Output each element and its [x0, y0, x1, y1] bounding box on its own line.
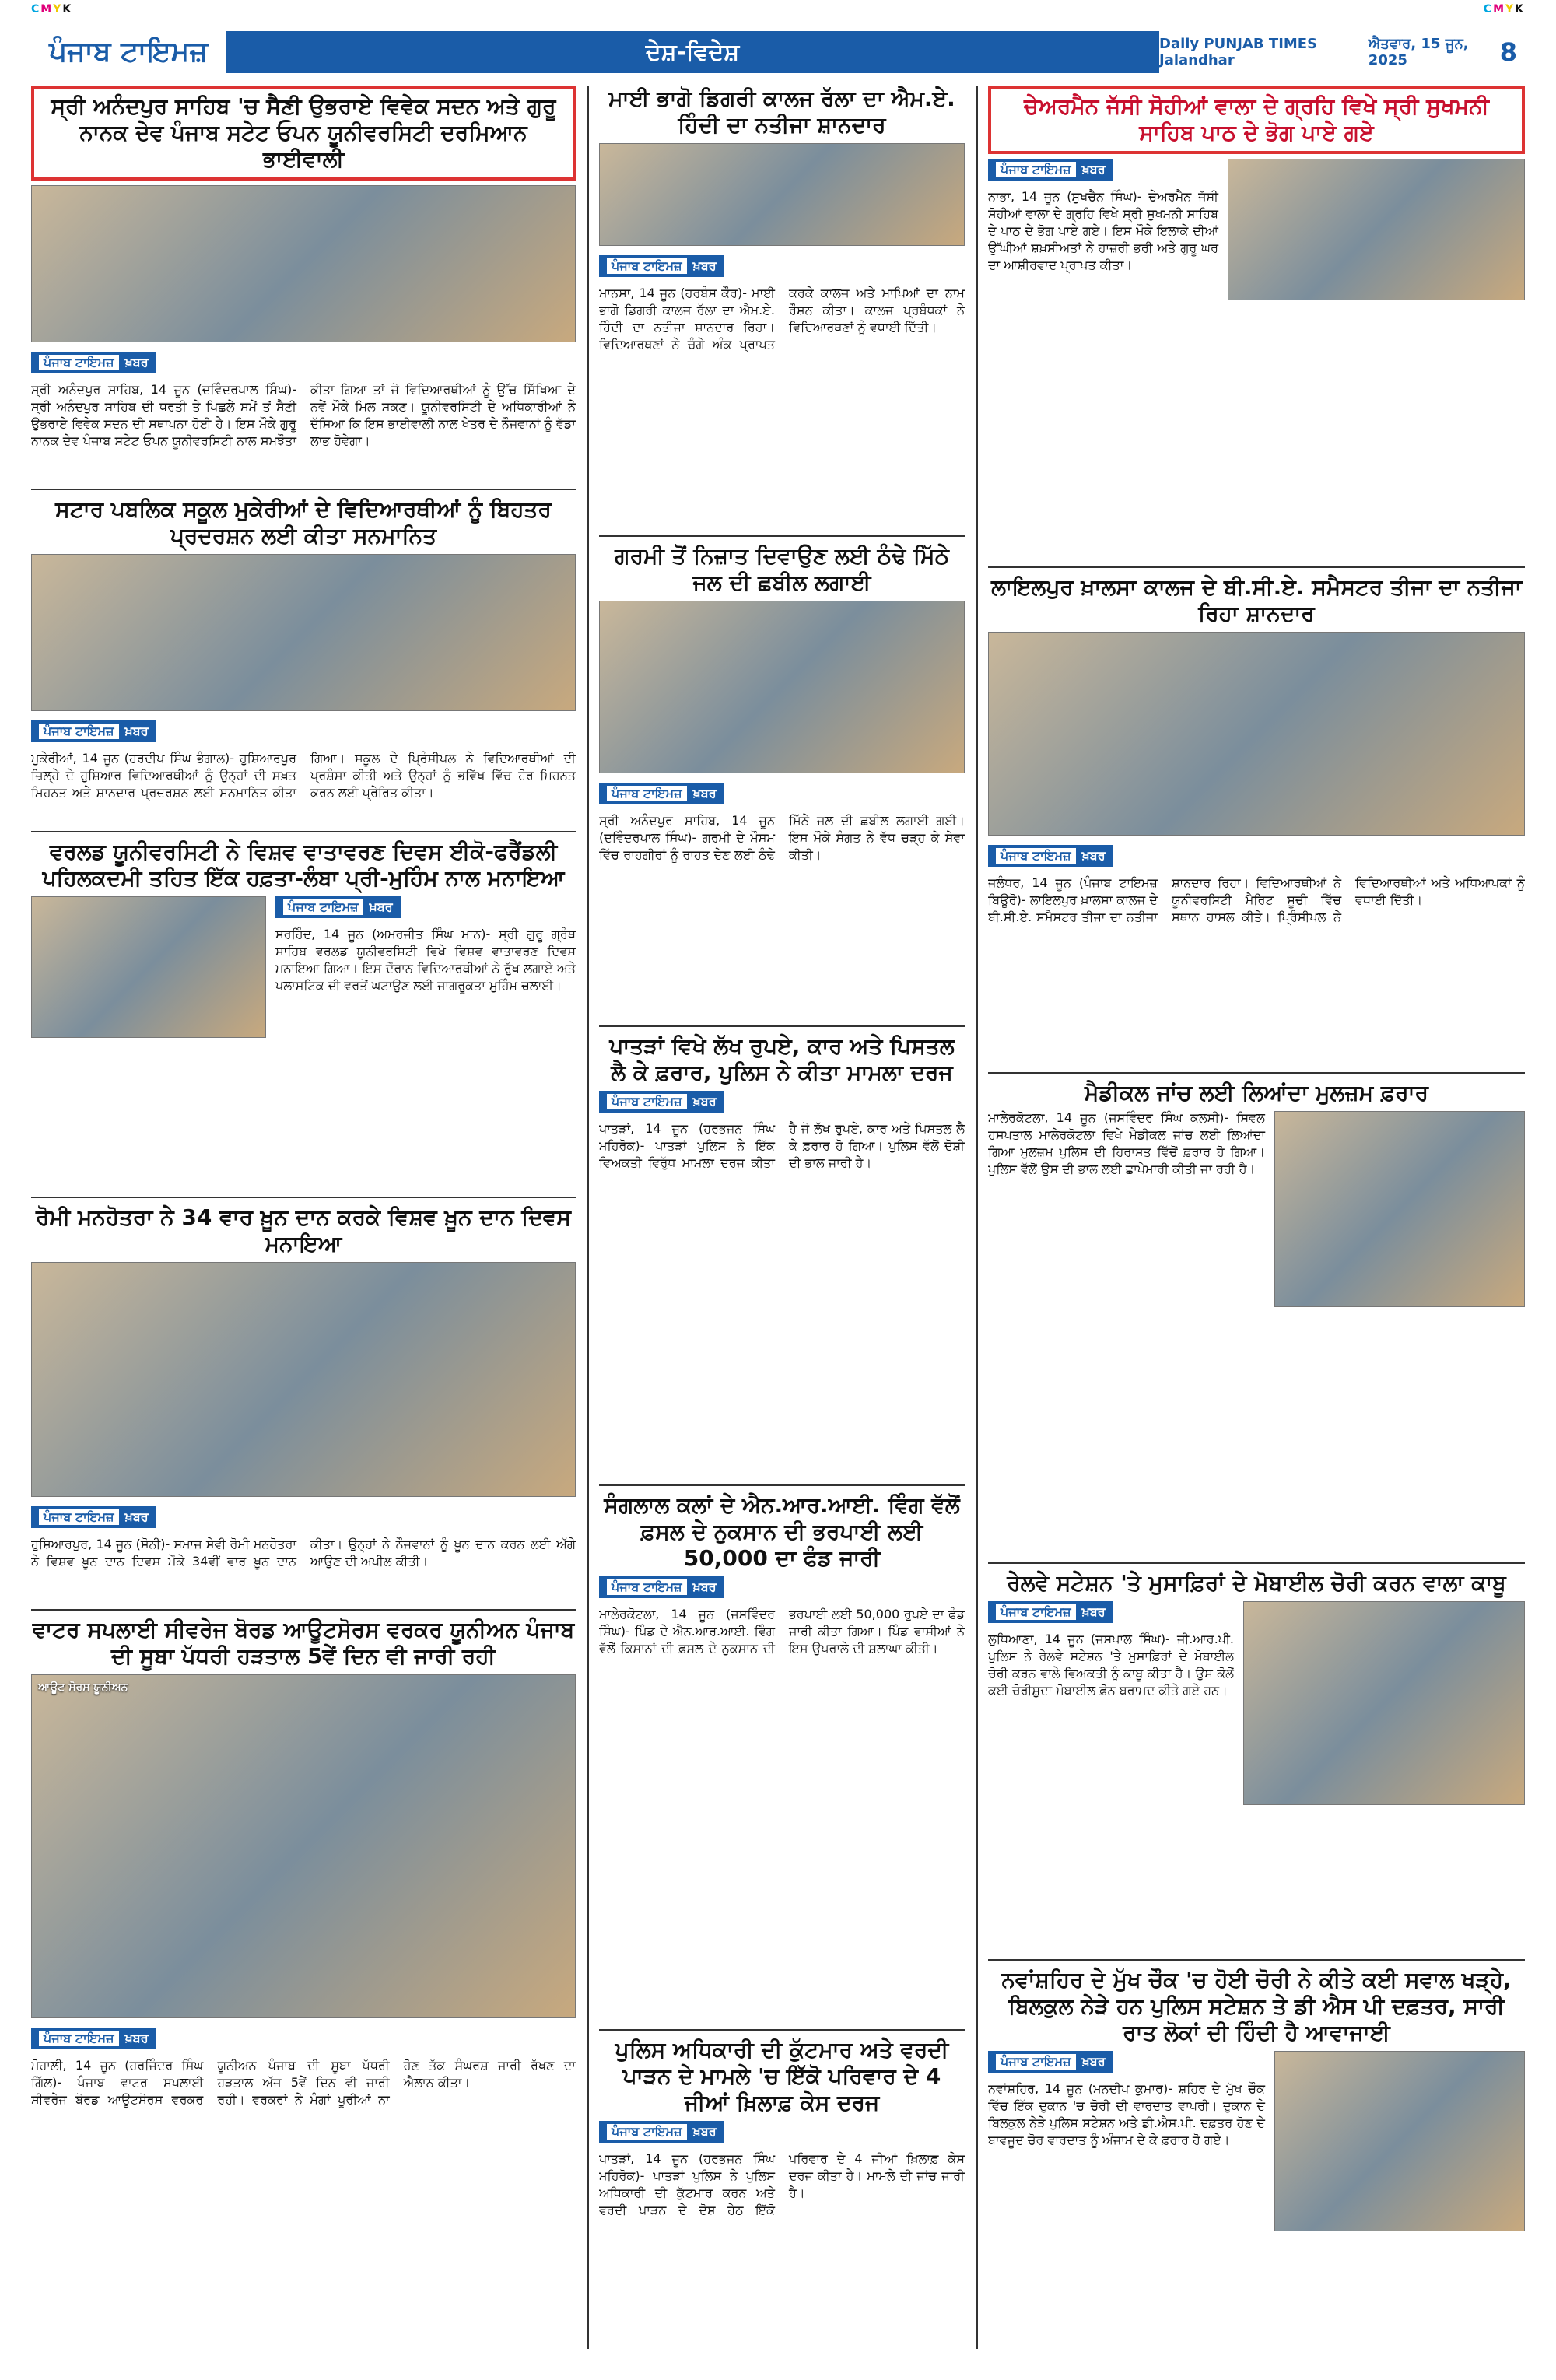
- story-s3: [31, 825, 576, 1183]
- byline-tag: ਪੰਜਾਬ ਟਾਇਮਜ਼: [607, 1094, 687, 1109]
- story-photo: [1274, 2051, 1525, 2231]
- byline-word: ਖ਼ਬਰ: [1081, 1604, 1106, 1619]
- byline-tag: ਪੰਜਾਬ ਟਾਇਮਜ਼: [996, 162, 1076, 177]
- column-divider: [587, 86, 589, 2349]
- byline-tag: ਪੰਜਾਬ ਟਾਇਮਜ਼: [607, 258, 687, 274]
- headline: ਸਟਾਰ ਪਬਲਿਕ ਸਕੂਲ ਮੁਕੇਰੀਆਂ ਦੇ ਵਿਦਿਆਰਥੀਆਂ ਨੂੰ ਬਿਹਤਰ ਪ੍ਰਦਰਸ਼ਨ ਲਈ ਕੀਤਾ ਸਨਮਾਨਿਤ: [55, 496, 552, 549]
- byline-word: ਖ਼ਬਰ: [369, 899, 393, 914]
- headline: ਪੁਲਿਸ ਅਧਿਕਾਰੀ ਦੀ ਕੁੱਟਮਾਰ ਅਤੇ ਵਰਦੀ ਪਾੜਨ ਦੇ ਮਾਮਲੇ 'ਚ ਇੱਕੋ ਪਰਿਵਾਰ ਦੇ 4 ਜੀਆਂ ਖ਼ਿਲਾਫ਼ ਕੇਸ ਦਰਜ: [615, 2037, 949, 2115]
- byline-tag: ਪੰਜਾਬ ਟਾਇਮਜ਼: [607, 1579, 687, 1595]
- issue-date: ਐਤਵਾਰ, 15 ਜੂਨ, 2025: [1368, 36, 1469, 68]
- story-body: ਸ੍ਰੀ ਅਨੰਦਪੁਰ ਸਾਹਿਬ, 14 ਜੂਨ (ਦਵਿੰਦਰਪਾਲ ਸਿੰਘ)- ਸ੍ਰੀ ਅਨੰਦਪੁਰ ਸਾਹਿਬ ਦੀ ਧਰਤੀ ਤੇ ਪਿਛਲੇ ਸਮੇਂ ਤੋਂ ਸੈਣੀ ਉਭਰਾਏ ਵਿਵੇਕ ਸਦਨ ਦੀ ਸਥਾਪਨਾ ਹੋਈ ਹੈ। ਇਸ ਮੌਕੇ ਗੁਰੂ ਨਾਨਕ ਦੇਵ ਪੰਜਾਬ ਸਟੇਟ ਓਪਨ ਯੂਨੀਵਰਸਿਟੀ ਨਾਲ ਸਮਝੌਤਾ ਕੀਤਾ ਗਿਆ ਤਾਂ ਜੋ ਵਿਦਿਆਰਥੀਆਂ ਨੂੰ ਉੱਚ ਸਿੱਖਿਆ ਦੇ ਨਵੇਂ ਮੌਕੇ ਮਿਲ ਸਕਣ। ਯੂਨੀਵਰਸਿਟੀ ਦੇ ਅਧਿਕਾਰੀਆਂ ਨੇ ਦੱਸਿਆ ਕਿ ਇਸ ਭਾਈਵਾਲੀ ਨਾਲ ਖੇਤਰ ਦੇ ਨੌਜਵਾਨਾਂ ਨੂੰ ਵੱਡਾ ਲਾਭ ਹੋਵੇਗਾ।: [31, 382, 576, 448]
- story-photo: [31, 1262, 576, 1497]
- byline-word: ਖ਼ਬਰ: [124, 2031, 149, 2045]
- byline: [599, 1091, 724, 1113]
- story-s14: [988, 1556, 1525, 1945]
- byline-tag: ਪੰਜਾਬ ਟਾਇਮਜ਼: [39, 2031, 119, 2046]
- story-photo: [1274, 1111, 1525, 1307]
- headline: ਚੇਅਰਮੈਨ ਜੱਸੀ ਸੋਹੀਆਂ ਵਾਲਾ ਦੇ ਗ੍ਰਹਿ ਵਿਖੇ ਸ੍ਰੀ ਸੁਖਮਨੀ ਸਾਹਿਬ ਪਾਠ ਦੇ ਭੋਗ ਪਾਏ ਗਏ: [988, 86, 1525, 154]
- headline: ਰੋਮੀ ਮਨਹੋਤਰਾ ਨੇ 34 ਵਾਰ ਖ਼ੂਨ ਦਾਨ ਕਰਕੇ ਵਿਸ਼ਵ ਖ਼ੂਨ ਦਾਨ ਦਿਵਸ ਮਨਾਇਆ: [36, 1204, 571, 1257]
- byline: [31, 352, 156, 373]
- headline: ਨਵਾਂਸ਼ਹਿਰ ਦੇ ਮੁੱਖ ਚੌਕ 'ਚ ਹੋਈ ਚੋਰੀ ਨੇ ਕੀਤੇ ਕਈ ਸਵਾਲ ਖੜ੍ਹੇ, ਬਿਲਕੁਲ ਨੇੜੇ ਹਨ ਪੁਲਿਸ ਸਟੇਸ਼ਨ ਤੇ ਡੀ ਐਸ ਪੀ ਦਫ਼ਤਰ, ਸਾਰੀ ਰਾਤ ਲੋਕਾਂ ਦੀ ਹਿੰਦੀ ਹੈ ਆਵਾਜਾਈ: [1001, 1967, 1512, 2045]
- story-body: ਨਵਾਂਸ਼ਹਿਰ, 14 ਜੂਨ (ਮਨਦੀਪ ਕੁਮਾਰ)- ਸ਼ਹਿਰ ਦੇ ਮੁੱਖ ਚੌਕ ਵਿੱਚ ਇੱਕ ਦੁਕਾਨ 'ਚ ਚੋਰੀ ਦੀ ਵਾਰਦਾਤ ਵਾਪਰੀ। ਦੁਕਾਨ ਦੇ ਬਿਲਕੁਲ ਨੇੜੇ ਪੁਲਿਸ ਸਟੇਸ਼ਨ ਅਤੇ ਡੀ.ਐਸ.ਪੀ. ਦਫ਼ਤਰ ਹੋਣ ਦੇ ਬਾਵਜੂਦ ਚੋਰ ਵਾਰਦਾਤ ਨੂੰ ਅੰਜਾਮ ਦੇ ਕੇ ਫ਼ਰਾਰ ਹੋ ਗਏ।: [988, 2081, 1265, 2147]
- story-photo: [31, 1674, 576, 2018]
- byline: [599, 255, 724, 277]
- headline: ਰੇਲਵੇ ਸਟੇਸ਼ਨ 'ਤੇ ਮੁਸਾਫ਼ਿਰਾਂ ਦੇ ਮੋਬਾਈਲ ਚੋਰੀ ਕਰਨ ਵਾਲਾ ਕਾਬੂ: [1007, 1570, 1506, 1596]
- byline-tag: ਪੰਜਾਬ ਟਾਇਮਜ਼: [607, 786, 687, 801]
- story-body: ਨਾਭਾ, 14 ਜੂਨ (ਸੁਖਚੈਨ ਸਿੰਘ)- ਚੇਅਰਮੈਨ ਜੱਸੀ ਸੋਹੀਆਂ ਵਾਲਾ ਦੇ ਗ੍ਰਹਿ ਵਿਖੇ ਸ੍ਰੀ ਸੁਖਮਨੀ ਸਾਹਿਬ ਦੇ ਪਾਠ ਦੇ ਭੋਗ ਪਾਏ ਗਏ। ਇਸ ਮੌਕੇ ਇਲਾਕੇ ਦੀਆਂ ਉੱਘੀਆਂ ਸ਼ਖ਼ਸੀਅਤਾਂ ਨੇ ਹਾਜ਼ਰੀ ਭਰੀ ਅਤੇ ਗੁਰੂ ਘਰ ਦਾ ਆਸ਼ੀਰਵਾਦ ਪ੍ਰਾਪਤ ਕੀਤਾ।: [988, 189, 1218, 272]
- page-number: 8: [1499, 37, 1517, 67]
- masthead: [31, 31, 1525, 73]
- story-body: ਮਾਲੇਰਕੋਟਲਾ, 14 ਜੂਨ (ਜਸਵਿੰਦਰ ਸਿੰਘ)- ਪਿੰਡ ਦੇ ਐਨ.ਆਰ.ਆਈ. ਵਿੰਗ ਵੱਲੋਂ ਕਿਸਾਨਾਂ ਦੀ ਫ਼ਸਲ ਦੇ ਨੁਕਸਾਨ ਦੀ ਭਰਪਾਈ ਲਈ 50,000 ਰੁਪਏ ਦਾ ਫੰਡ ਜਾਰੀ ਕੀਤਾ ਗਿਆ। ਪਿੰਡ ਵਾਸੀਆਂ ਨੇ ਇਸ ਉਪਰਾਲੇ ਦੀ ਸ਼ਲਾਘਾ ਕੀਤੀ।: [599, 1607, 965, 1656]
- byline: [599, 2121, 724, 2143]
- byline-tag: ਪੰਜਾਬ ਟਾਇਮਜ਼: [39, 355, 119, 370]
- byline: [599, 783, 724, 804]
- headline: ਵਰਲਡ ਯੂਨੀਵਰਸਿਟੀ ਨੇ ਵਿਸ਼ਵ ਵਾਤਾਵਰਣ ਦਿਵਸ ਈਕੋ-ਫਰੈਂਡਲੀ ਪਹਿਲਕਦਮੀ ਤਹਿਤ ਇੱਕ ਹਫ਼ਤਾ-ਲੰਬਾ ਪ੍ਰੀ-ਮੁਹਿੰਮ ਨਾਲ ਮਨਾਇਆ: [42, 839, 565, 891]
- story-s6: [599, 86, 965, 521]
- column-divider: [976, 86, 978, 2349]
- byline-tag: ਪੰਜਾਬ ਟਾਇਮਜ਼: [39, 724, 119, 739]
- headline: ਮਾਈ ਭਾਗੋ ਡਿਗਰੀ ਕਾਲਜ ਰੱਲਾ ਦਾ ਐਮ.ਏ. ਹਿੰਦੀ ਦਾ ਨਤੀਜਾ ਸ਼ਾਨਦਾਰ: [608, 86, 955, 138]
- byline-word: ਖ਼ਬਰ: [692, 1094, 717, 1109]
- headline: ਸੰਗਲਾਲ ਕਲਾਂ ਦੇ ਐਨ.ਆਰ.ਆਈ. ਵਿੰਗ ਵੱਲੋਂ ਫ਼ਸਲ ਦੇ ਨੁਕਸਾਨ ਦੀ ਭਰਪਾਈ ਲਈ 50,000 ਦਾ ਫੰਡ ਜਾਰੀ: [604, 1492, 960, 1571]
- photo-banner: ਆਊਟ ਸੋਰਸ ਯੂਨੀਅਨ: [38, 1681, 128, 1694]
- story-body: ਪਾਤੜਾਂ, 14 ਜੂਨ (ਹਰਭਜਨ ਸਿੰਘ ਮਹਿਰੋਕ)- ਪਾਤੜਾਂ ਪੁਲਿਸ ਨੇ ਇੱਕ ਵਿਅਕਤੀ ਵਿਰੁੱਧ ਮਾਮਲਾ ਦਰਜ ਕੀਤਾ ਹੈ ਜੋ ਲੱਖ ਰੁਪਏ, ਕਾਰ ਅਤੇ ਪਿਸਤਲ ਲੈ ਕੇ ਫ਼ਰਾਰ ਹੋ ਗਿਆ। ਪੁਲਿਸ ਵੱਲੋਂ ਦੋਸ਼ੀ ਦੀ ਭਾਲ ਜਾਰੀ ਹੈ।: [599, 1121, 965, 1170]
- story-body: ਮੋਹਾਲੀ, 14 ਜੂਨ (ਹਰਜਿੰਦਰ ਸਿੰਘ ਗਿੱਲ)- ਪੰਜਾਬ ਵਾਟਰ ਸਪਲਾਈ ਸੀਵਰੇਜ ਬੋਰਡ ਆਊਟਸੋਰਸ ਵਰਕਰ ਯੂਨੀਅਨ ਪੰਜਾਬ ਦੀ ਸੂਬਾ ਪੱਧਰੀ ਹੜਤਾਲ ਅੱਜ 5ਵੇਂ ਦਿਨ ਵੀ ਜਾਰੀ ਰਹੀ। ਵਰਕਰਾਂ ਨੇ ਮੰਗਾਂ ਪੂਰੀਆਂ ਨਾ ਹੋਣ ਤੱਕ ਸੰਘਰਸ਼ ਜਾਰੀ ਰੱਖਣ ਦਾ ਐਲਾਨ ਕੀਤਾ।: [31, 2058, 576, 2107]
- cmyk-mark-left: CMYK: [31, 3, 73, 16]
- headline: ਲਾਇਲਪੁਰ ਖ਼ਾਲਸਾ ਕਾਲਜ ਦੇ ਬੀ.ਸੀ.ਏ. ਸਮੈਸਟਰ ਤੀਜਾ ਦਾ ਨਤੀਜਾ ਰਿਹਾ ਸ਼ਾਨਦਾਰ: [991, 574, 1522, 626]
- story-s4: [31, 1190, 576, 1595]
- story-photo: [31, 896, 266, 1038]
- byline-tag: ਪੰਜਾਬ ਟਾਇਮਜ਼: [607, 2124, 687, 2140]
- story-body: ਮੁਕੇਰੀਆਂ, 14 ਜੂਨ (ਹਰਦੀਪ ਸਿੰਘ ਭੰਗਾਲ)- ਹੁਸ਼ਿਆਰਪੁਰ ਜ਼ਿਲ੍ਹੇ ਦੇ ਹੁਸ਼ਿਆਰ ਵਿਦਿਆਰਥੀਆਂ ਨੂੰ ਉਨ੍ਹਾਂ ਦੀ ਸਖ਼ਤ ਮਿਹਨਤ ਅਤੇ ਸ਼ਾਨਦਾਰ ਪ੍ਰਦਰਸ਼ਨ ਲਈ ਸਨਮਾਨਿਤ ਕੀਤਾ ਗਿਆ। ਸਕੂਲ ਦੇ ਪ੍ਰਿੰਸੀਪਲ ਨੇ ਵਿਦਿਆਰਥੀਆਂ ਦੀ ਪ੍ਰਸ਼ੰਸਾ ਕੀਤੀ ਅਤੇ ਉਨ੍ਹਾਂ ਨੂੰ ਭਵਿੱਖ ਵਿੱਚ ਹੋਰ ਮਿਹਨਤ ਕਰਨ ਲਈ ਪ੍ਰੇਰਿਤ ਕੀਤਾ।: [31, 751, 576, 800]
- headline: ਸ੍ਰੀ ਅਨੰਦਪੁਰ ਸਾਹਿਬ 'ਚ ਸੈਣੀ ਉਭਰਾਏ ਵਿਵੇਕ ਸਦਨ ਅਤੇ ਗੁਰੂ ਨਾਨਕ ਦੇਵ ਪੰਜਾਬ ਸਟੇਟ ਓਪਨ ਯੂਨੀਵਰਸਿਟੀ ਦਰਮਿਆਨ ਭਾਈਵਾਲੀ: [31, 86, 576, 181]
- story-s9: [599, 1478, 965, 2015]
- story-s2: [31, 482, 576, 817]
- byline-word: ਖ਼ਬਰ: [124, 355, 149, 370]
- byline: [31, 1506, 156, 1528]
- byline-word: ਖ਼ਬਰ: [692, 2124, 717, 2139]
- dateline: [1159, 31, 1525, 73]
- story-s5: [31, 1603, 576, 2350]
- story-s10: [599, 2023, 965, 2350]
- byline-word: ਖ਼ਬਰ: [1081, 162, 1106, 177]
- byline-word: ਖ਼ਬਰ: [692, 786, 717, 801]
- story-photo: [599, 143, 965, 246]
- story-photo: [31, 554, 576, 711]
- story-photo: [31, 185, 576, 342]
- byline: [31, 720, 156, 742]
- byline: [988, 845, 1113, 867]
- byline-word: ਖ਼ਬਰ: [124, 724, 149, 738]
- story-body: ਸ੍ਰੀ ਅਨੰਦਪੁਰ ਸਾਹਿਬ, 14 ਜੂਨ (ਦਵਿੰਦਰਪਾਲ ਸਿੰਘ)- ਗਰਮੀ ਦੇ ਮੌਸਮ ਵਿੱਚ ਰਾਹਗੀਰਾਂ ਨੂੰ ਰਾਹਤ ਦੇਣ ਲਈ ਠੰਢੇ ਮਿੱਠੇ ਜਲ ਦੀ ਛਬੀਲ ਲਗਾਈ ਗਈ। ਇਸ ਮੌਕੇ ਸੰਗਤ ਨੇ ਵੱਧ ਚੜ੍ਹ ਕੇ ਸੇਵਾ ਕੀਤੀ।: [599, 813, 965, 862]
- byline-word: ਖ਼ਬਰ: [124, 1509, 149, 1524]
- byline: [275, 896, 401, 918]
- left-column: [31, 86, 576, 2349]
- byline: [31, 2028, 156, 2049]
- byline-tag: ਪੰਜਾਬ ਟਾਇਮਜ਼: [996, 2054, 1076, 2070]
- byline: [988, 159, 1113, 181]
- story-photo: [988, 632, 1525, 836]
- story-photo: [599, 601, 965, 773]
- cmyk-mark-right: CMYK: [1483, 3, 1525, 16]
- headline: ਗਰਮੀ ਤੋਂ ਨਿਜ਼ਾਤ ਦਿਵਾਉਣ ਲਈ ਠੰਢੇ ਮਿੱਠੇ ਜਲ ਦੀ ਛਬੀਲ ਲਗਾਈ: [615, 543, 949, 595]
- newspaper-logo: ਪੰਜਾਬ ਟਾਇਮਜ਼: [31, 31, 226, 73]
- paper-name: Daily PUNJAB TIMES Jalandhar: [1159, 36, 1318, 68]
- middle-column: [599, 86, 965, 2349]
- story-s7: [599, 529, 965, 1011]
- headline: ਪਾਤੜਾਂ ਵਿਖੇ ਲੱਖ ਰੁਪਏ, ਕਾਰ ਅਤੇ ਪਿਸਤਲ ਲੈ ਕੇ ਫ਼ਰਾਰ, ਪੁਲਿਸ ਨੇ ਕੀਤਾ ਮਾਮਲਾ ਦਰਜ: [609, 1033, 955, 1085]
- story-s13: [988, 1066, 1525, 1548]
- story-body: ਪਾਤੜਾਂ, 14 ਜੂਨ (ਹਰਭਜਨ ਸਿੰਘ ਮਹਿਰੋਕ)- ਪਾਤੜਾਂ ਪੁਲਿਸ ਨੇ ਪੁਲਿਸ ਅਧਿਕਾਰੀ ਦੀ ਕੁੱਟਮਾਰ ਕਰਨ ਅਤੇ ਵਰਦੀ ਪਾੜਨ ਦੇ ਦੋਸ਼ ਹੇਠ ਇੱਕੋ ਪਰਿਵਾਰ ਦੇ 4 ਜੀਆਂ ਖ਼ਿਲਾਫ਼ ਕੇਸ ਦਰਜ ਕੀਤਾ ਹੈ। ਮਾਮਲੇ ਦੀ ਜਾਂਚ ਜਾਰੀ ਹੈ।: [599, 2151, 965, 2217]
- byline: [988, 2051, 1113, 2073]
- byline-word: ਖ਼ਬਰ: [1081, 848, 1106, 863]
- story-body: ਲੁਧਿਆਣਾ, 14 ਜੂਨ (ਜਸਪਾਲ ਸਿੰਘ)- ਜੀ.ਆਰ.ਪੀ. ਪੁਲਿਸ ਨੇ ਰੇਲਵੇ ਸਟੇਸ਼ਨ 'ਤੇ ਮੁਸਾਫ਼ਿਰਾਂ ਦੇ ਮੋਬਾਈਲ ਚੋਰੀ ਕਰਨ ਵਾਲੇ ਵਿਅਕਤੀ ਨੂੰ ਕਾਬੂ ਕੀਤਾ ਹੈ। ਉਸ ਕੋਲੋਂ ਕਈ ਚੋਰੀਸ਼ੁਦਾ ਮੋਬਾਈਲ ਫ਼ੋਨ ਬਰਾਮਦ ਕੀਤੇ ਗਏ ਹਨ।: [988, 1632, 1234, 1698]
- story-s1: [31, 86, 576, 475]
- story-s15: [988, 1953, 1525, 2350]
- byline-tag: ਪੰਜਾਬ ਟਾਇਮਜ਼: [996, 1604, 1076, 1620]
- byline-tag: ਪੰਜਾਬ ਟਾਇਮਜ਼: [996, 848, 1076, 864]
- story-body: ਜਲੰਧਰ, 14 ਜੂਨ (ਪੰਜਾਬ ਟਾਇਮਜ਼ ਬਿਊਰੋ)- ਲਾਇਲਪੁਰ ਖ਼ਾਲਸਾ ਕਾਲਜ ਦੇ ਬੀ.ਸੀ.ਏ. ਸਮੈਸਟਰ ਤੀਜਾ ਦਾ ਨਤੀਜਾ ਸ਼ਾਨਦਾਰ ਰਿਹਾ। ਵਿਦਿਆਰਥੀਆਂ ਨੇ ਯੂਨੀਵਰਸਿਟੀ ਮੈਰਿਟ ਸੂਚੀ ਵਿੱਚ ਸਥਾਨ ਹਾਸਲ ਕੀਤੇ। ਪ੍ਰਿੰਸੀਪਲ ਨੇ ਵਿਦਿਆਰਥੀਆਂ ਅਤੇ ਅਧਿਆਪਕਾਂ ਨੂੰ ਵਧਾਈ ਦਿੱਤੀ।: [988, 875, 1525, 924]
- byline-word: ਖ਼ਬਰ: [692, 1579, 717, 1594]
- byline-word: ਖ਼ਬਰ: [692, 258, 717, 273]
- story-photo: [1243, 1601, 1525, 1805]
- story-s8: [599, 1019, 965, 1470]
- story-s12: [988, 560, 1525, 1058]
- story-s11: [988, 86, 1525, 552]
- byline-tag: ਪੰਜਾਬ ਟਾਇਮਜ਼: [283, 899, 363, 915]
- right-column: [988, 86, 1525, 2349]
- story-body: ਸਰਹਿੰਦ, 14 ਜੂਨ (ਅਮਰਜੀਤ ਸਿੰਘ ਮਾਨ)- ਸ੍ਰੀ ਗੁਰੂ ਗ੍ਰੰਥ ਸਾਹਿਬ ਵਰਲਡ ਯੂਨੀਵਰਸਿਟੀ ਵਿਖੇ ਵਿਸ਼ਵ ਵਾਤਾਵਰਣ ਦਿਵਸ ਮਨਾਇਆ ਗਿਆ। ਇਸ ਦੌਰਾਨ ਵਿਦਿਆਰਥੀਆਂ ਨੇ ਰੁੱਖ ਲਗਾਏ ਅਤੇ ਪਲਾਸਟਿਕ ਦੀ ਵਰਤੋਂ ਘਟਾਉਣ ਲਈ ਜਾਗਰੂਕਤਾ ਮੁਹਿੰਮ ਚਲਾਈ।: [275, 927, 576, 993]
- headline: ਵਾਟਰ ਸਪਲਾਈ ਸੀਵਰੇਜ ਬੋਰਡ ਆਊਟਸੋਰਸ ਵਰਕਰ ਯੂਨੀਅਨ ਪੰਜਾਬ ਦੀ ਸੂਬਾ ਪੱਧਰੀ ਹੜਤਾਲ 5ਵੇਂ ਦਿਨ ਵੀ ਜਾਰੀ ਰਹੀ: [32, 1617, 575, 1669]
- story-body: ਮਾਨਸਾ, 14 ਜੂਨ (ਹਰਬੰਸ ਕੌਰ)- ਮਾਈ ਭਾਗੋ ਡਿਗਰੀ ਕਾਲਜ ਰੱਲਾ ਦਾ ਐਮ.ਏ. ਹਿੰਦੀ ਦਾ ਨਤੀਜਾ ਸ਼ਾਨਦਾਰ ਰਿਹਾ। ਵਿਦਿਆਰਥਣਾਂ ਨੇ ਚੰਗੇ ਅੰਕ ਪ੍ਰਾਪਤ ਕਰਕੇ ਕਾਲਜ ਅਤੇ ਮਾਪਿਆਂ ਦਾ ਨਾਮ ਰੌਸ਼ਨ ਕੀਤਾ। ਕਾਲਜ ਪ੍ਰਬੰਧਕਾਂ ਨੇ ਵਿਦਿਆਰਥਣਾਂ ਨੂੰ ਵਧਾਈ ਦਿੱਤੀ।: [599, 286, 965, 352]
- story-photo: [1228, 159, 1525, 300]
- story-body: ਮਾਲੇਰਕੋਟਲਾ, 14 ਜੂਨ (ਜਸਵਿੰਦਰ ਸਿੰਘ ਕਲਸੀ)- ਸਿਵਲ ਹਸਪਤਾਲ ਮਾਲੇਰਕੋਟਲਾ ਵਿਖੇ ਮੈਡੀਕਲ ਜਾਂਚ ਲਈ ਲਿਆਂਦਾ ਗਿਆ ਮੁਲਜ਼ਮ ਪੁਲਿਸ ਦੀ ਹਿਰਾਸਤ ਵਿੱਚੋਂ ਫ਼ਰਾਰ ਹੋ ਗਿਆ। ਪੁਲਿਸ ਵੱਲੋਂ ਉਸ ਦੀ ਭਾਲ ਲਈ ਛਾਪੇਮਾਰੀ ਕੀਤੀ ਜਾ ਰਹੀ ਹੈ।: [988, 1110, 1265, 1176]
- byline-tag: ਪੰਜਾਬ ਟਾਇਮਜ਼: [39, 1509, 119, 1525]
- story-body: ਹੁਸ਼ਿਆਰਪੁਰ, 14 ਜੂਨ (ਸੋਨੀ)- ਸਮਾਜ ਸੇਵੀ ਰੋਮੀ ਮਨਹੋਤਰਾ ਨੇ ਵਿਸ਼ਵ ਖ਼ੂਨ ਦਾਨ ਦਿਵਸ ਮੌਕੇ 34ਵੀਂ ਵਾਰ ਖ਼ੂਨ ਦਾਨ ਕੀਤਾ। ਉਨ੍ਹਾਂ ਨੇ ਨੌਜਵਾਨਾਂ ਨੂੰ ਖ਼ੂਨ ਦਾਨ ਕਰਨ ਲਈ ਅੱਗੇ ਆਉਣ ਦੀ ਅਪੀਲ ਕੀਤੀ।: [31, 1537, 576, 1569]
- byline-word: ਖ਼ਬਰ: [1081, 2054, 1106, 2069]
- byline: [599, 1576, 724, 1598]
- section-title: ਦੇਸ਼-ਵਿਦੇਸ਼: [645, 38, 740, 66]
- byline: [988, 1601, 1113, 1623]
- headline: ਮੈਡੀਕਲ ਜਾਂਚ ਲਈ ਲਿਆਂਦਾ ਮੁਲਜ਼ਮ ਫ਼ਰਾਰ: [1085, 1080, 1428, 1106]
